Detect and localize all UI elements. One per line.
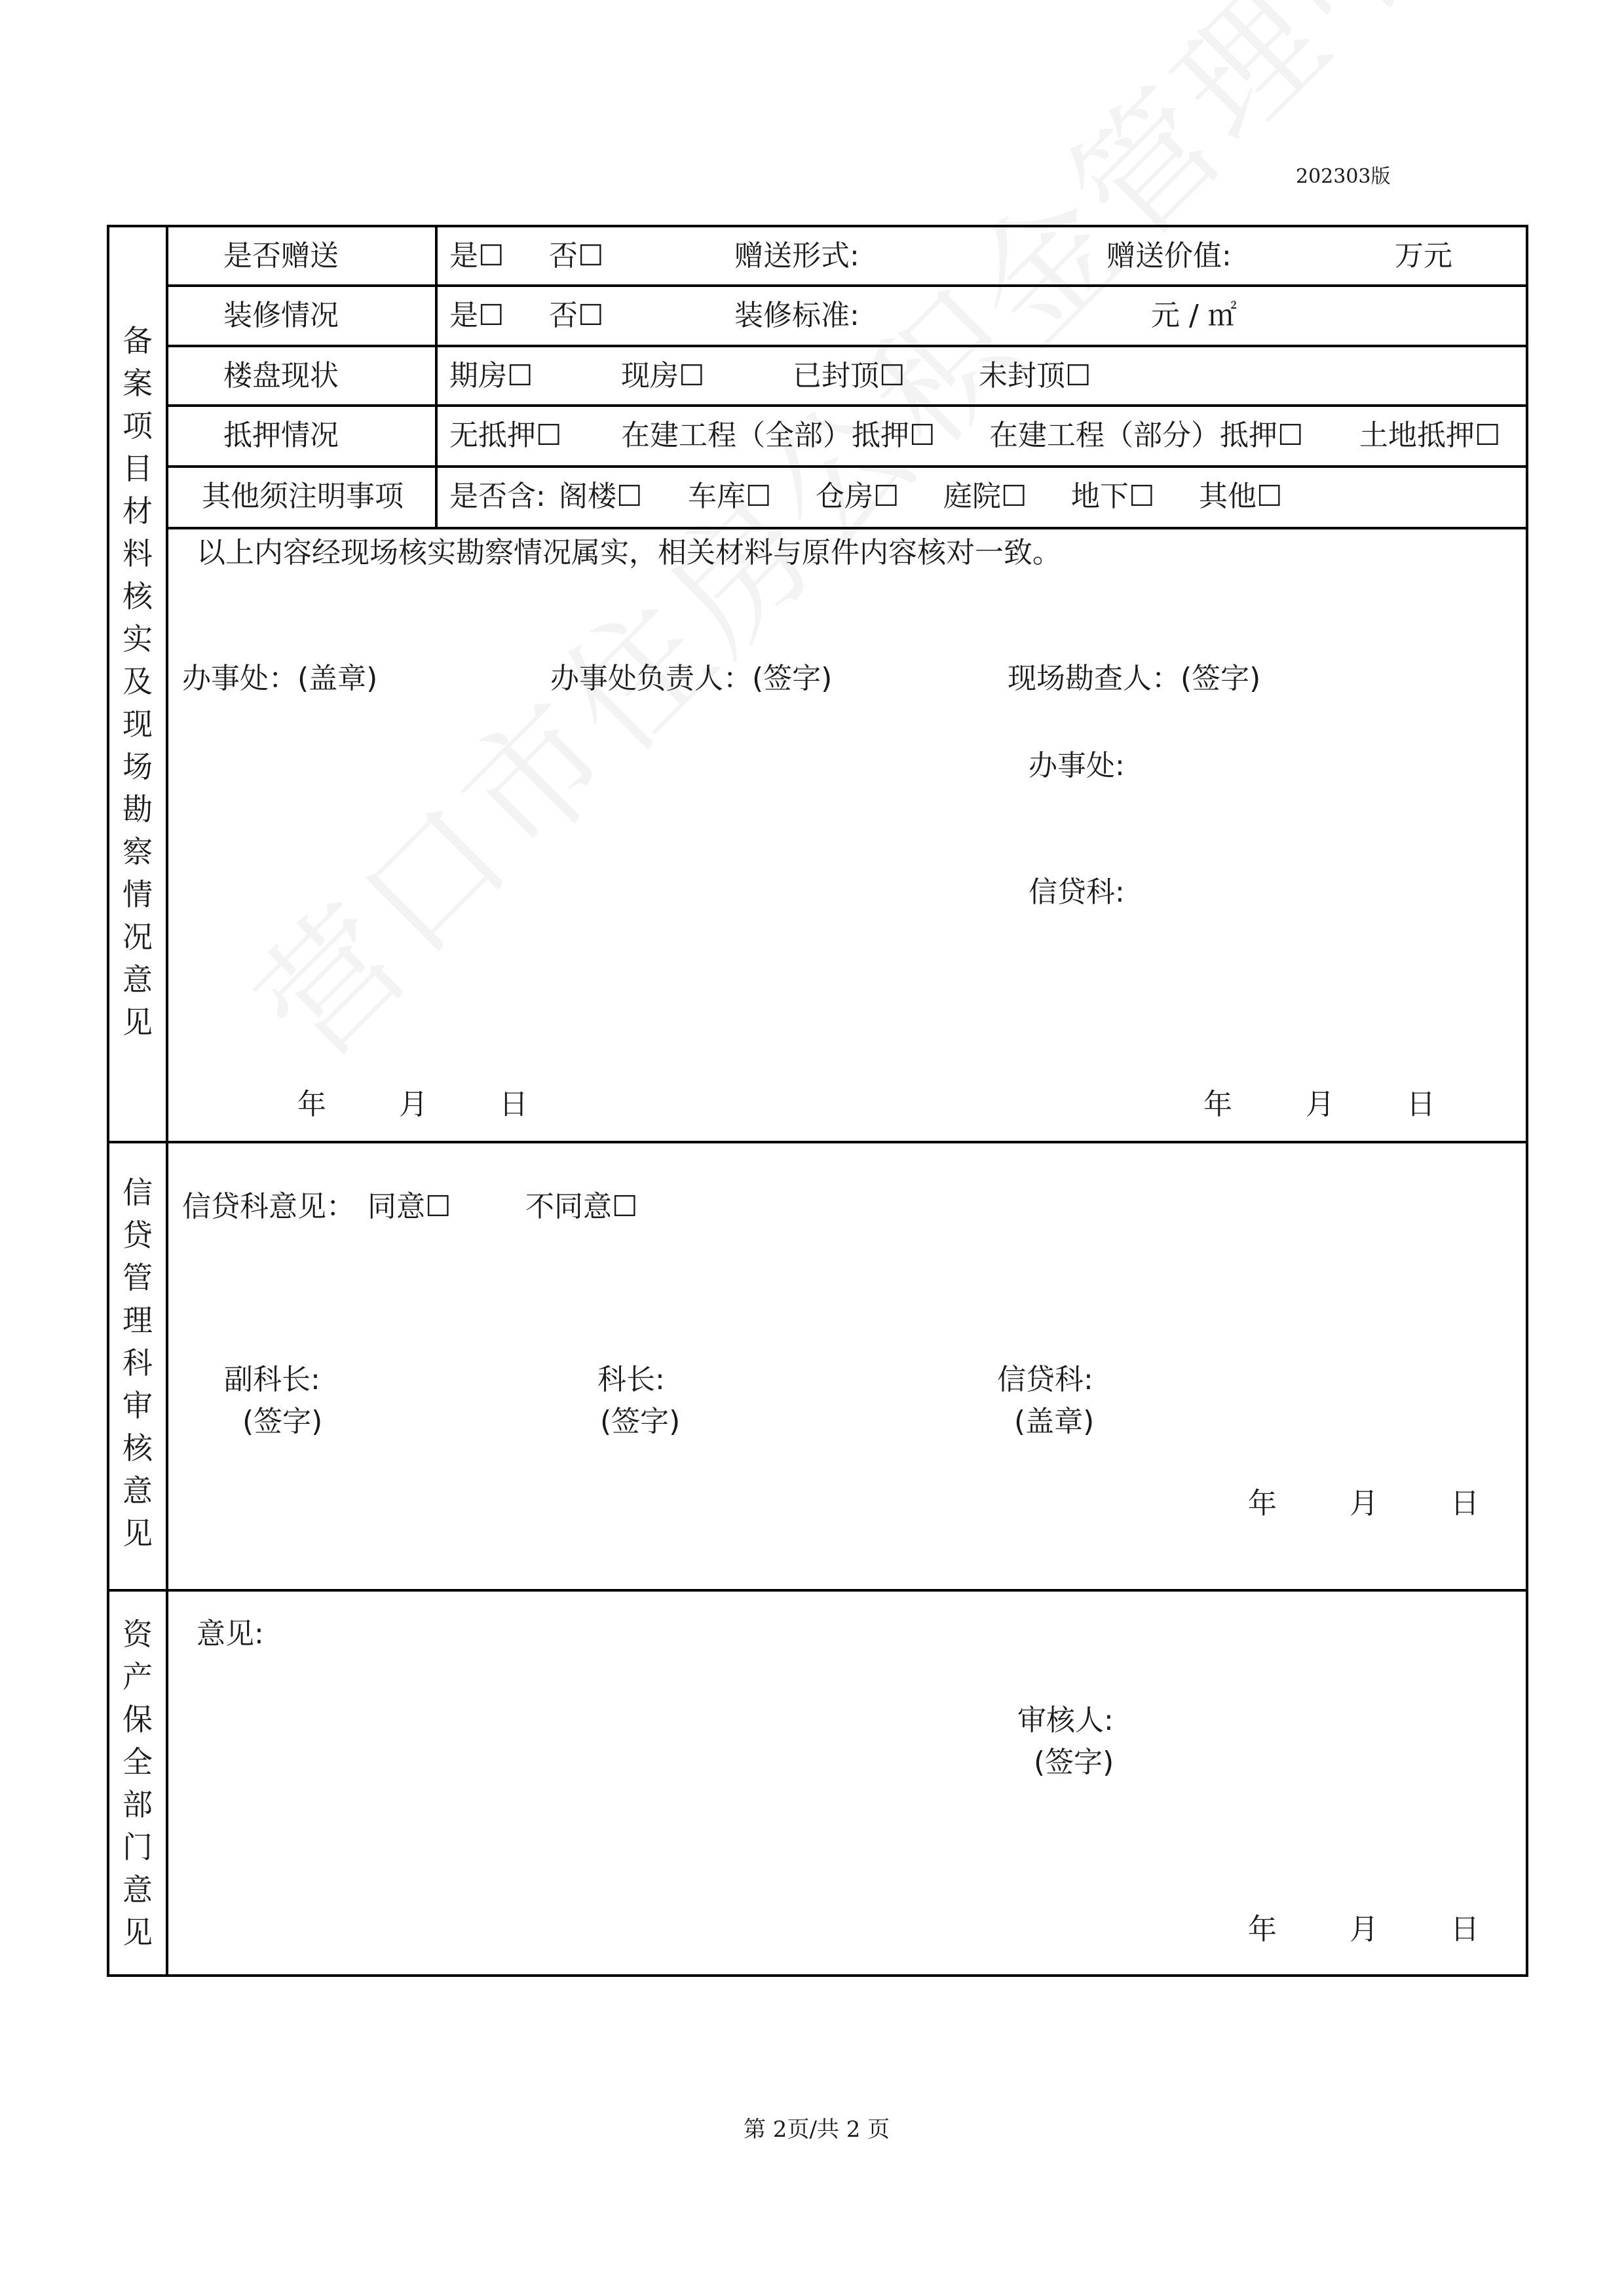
section2-date-month[interactable]: 月 xyxy=(1350,1487,1378,1520)
deputy-chief-signature-field[interactable]: (签字) xyxy=(242,1405,323,1438)
decoration-unit: 元 / ㎡ xyxy=(1151,299,1237,332)
table-border-right xyxy=(1526,225,1528,1977)
other-option-courtyard[interactable]: 庭院☐ xyxy=(943,480,1027,513)
office-seal-field[interactable]: 办事处：(盖章) xyxy=(182,662,378,695)
page-number-footer: 第 2页/共 2 页 xyxy=(744,2116,890,2143)
version-label: 202303版 xyxy=(1296,165,1391,188)
table-border-top xyxy=(107,225,1528,227)
office-head-signature-field[interactable]: 办事处负责人：(签字) xyxy=(550,662,833,695)
mortgage-label: 抵押情况 xyxy=(223,419,339,452)
section3-date-month[interactable]: 月 xyxy=(1350,1913,1378,1946)
gift-yes-checkbox[interactable]: 是☐ xyxy=(449,239,504,273)
status-option-ready[interactable]: 现房☐ xyxy=(621,359,705,392)
section1-right-date-year[interactable]: 年 xyxy=(1203,1088,1232,1121)
row-divider xyxy=(166,284,1528,287)
other-option-basement[interactable]: 地下☐ xyxy=(1071,480,1155,513)
section2-vertical-title: 信 贷 管 理 科 审 核 意 见 xyxy=(123,1175,153,1551)
section3-vertical-title: 资 产 保 全 部 门 意 见 xyxy=(123,1617,153,1950)
decoration-yes-checkbox[interactable]: 是☐ xyxy=(449,299,504,332)
row-divider xyxy=(166,465,1528,468)
status-option-presale[interactable]: 期房☐ xyxy=(449,359,533,392)
reviewer-label: 审核人: xyxy=(1017,1704,1114,1737)
section1-left-date-year[interactable]: 年 xyxy=(297,1088,326,1121)
credit-disagree-checkbox[interactable]: 不同意☐ xyxy=(525,1190,638,1223)
verification-statement: 以上内容经现场核实勘察情况属实，相关材料与原件内容核对一致。 xyxy=(197,536,1061,569)
decoration-label: 装修情况 xyxy=(223,299,339,332)
inspector-signature-field[interactable]: 现场勘查人：(签字) xyxy=(1008,662,1261,695)
credit-agree-checkbox[interactable]: 同意☐ xyxy=(368,1190,451,1223)
status-option-not-topped[interactable]: 未封顶☐ xyxy=(979,359,1091,392)
chief-signature-field[interactable]: (签字) xyxy=(600,1405,681,1438)
row-divider xyxy=(166,345,1528,347)
mortgage-option-land[interactable]: 土地抵押☐ xyxy=(1359,419,1501,452)
section1-right-date-month[interactable]: 月 xyxy=(1306,1088,1334,1121)
other-option-attic[interactable]: 阁楼☐ xyxy=(559,480,643,513)
section3-date-year[interactable]: 年 xyxy=(1248,1913,1277,1946)
asset-opinion-label: 意见: xyxy=(197,1617,264,1651)
mortgage-option-none[interactable]: 无抵押☐ xyxy=(449,419,562,452)
section3-date-day[interactable]: 日 xyxy=(1450,1913,1479,1946)
chief-label: 科长: xyxy=(597,1363,665,1396)
status-option-topped[interactable]: 已封顶☐ xyxy=(793,359,905,392)
section1-left-date-month[interactable]: 月 xyxy=(399,1088,428,1121)
credit-opinion-label: 信贷科意见： xyxy=(182,1190,355,1223)
section1-vertical-title: 备 案 项 目 材 料 核 实 及 现 场 勘 察 情 况 意 见 xyxy=(123,323,153,1040)
credit-dept-seal-field[interactable]: (盖章) xyxy=(1014,1405,1095,1438)
gift-no-checkbox[interactable]: 否☐ xyxy=(549,239,604,273)
gift-form-label: 赠送形式: xyxy=(734,239,859,273)
deputy-chief-label: 副科长: xyxy=(224,1363,320,1396)
inspector-credit-label: 信贷科: xyxy=(1029,875,1125,909)
gift-value-label: 赠送价值: xyxy=(1106,239,1232,273)
row-divider xyxy=(166,404,1528,407)
gift-label: 是否赠送 xyxy=(223,239,339,273)
section-divider xyxy=(107,1589,1528,1592)
section1-left-date-day[interactable]: 日 xyxy=(499,1088,528,1121)
other-prefix: 是否含: xyxy=(449,480,546,513)
other-option-storage[interactable]: 仓房☐ xyxy=(816,480,899,513)
reviewer-signature-field[interactable]: (签字) xyxy=(1034,1746,1114,1779)
credit-dept-label: 信贷科: xyxy=(997,1363,1093,1396)
label-column-divider xyxy=(435,225,438,529)
section2-date-day[interactable]: 日 xyxy=(1450,1487,1479,1520)
mortgage-option-full[interactable]: 在建工程（全部）抵押☐ xyxy=(621,419,935,452)
section2-date-year[interactable]: 年 xyxy=(1248,1487,1277,1520)
row-divider xyxy=(166,527,1528,529)
gift-unit: 万元 xyxy=(1395,239,1452,273)
decoration-no-checkbox[interactable]: 否☐ xyxy=(549,299,604,332)
other-label: 其他须注明事项 xyxy=(202,480,404,513)
inspector-office-label: 办事处: xyxy=(1029,749,1125,782)
mortgage-option-partial[interactable]: 在建工程（部分）抵押☐ xyxy=(989,419,1304,452)
section-divider xyxy=(107,1141,1528,1143)
other-option-garage[interactable]: 车库☐ xyxy=(688,480,772,513)
section1-right-date-day[interactable]: 日 xyxy=(1407,1088,1435,1121)
decoration-standard-label: 装修标准: xyxy=(734,299,859,332)
table-border-bottom xyxy=(107,1974,1528,1977)
other-option-other[interactable]: 其他☐ xyxy=(1199,480,1283,513)
status-label: 楼盘现状 xyxy=(223,359,339,392)
